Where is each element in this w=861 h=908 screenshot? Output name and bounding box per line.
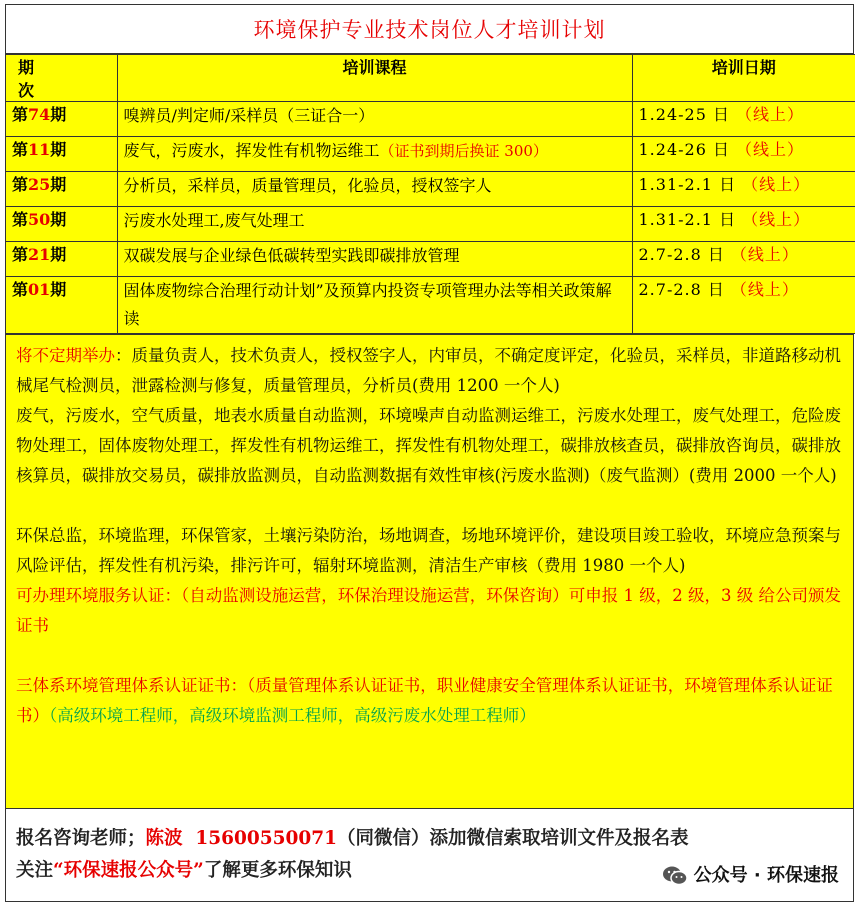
table-header-row xyxy=(6,55,855,102)
date-cell: 1.31-2.1 日 （线上） xyxy=(632,207,855,242)
course-cell: 分析员，采样员，质量管理员，化验员，授权签字人 xyxy=(117,172,632,207)
date-cell: 1.31-2.1 日 （线上） xyxy=(632,172,855,207)
mode-badge: （线上） xyxy=(730,280,799,299)
wechat-label: 公众号 · 环保速报 xyxy=(693,865,839,886)
wechat-icon xyxy=(662,865,688,887)
table-row xyxy=(6,137,855,172)
table-row xyxy=(6,207,855,242)
page-title: 环境保护专业技术岗位人才培训计划 xyxy=(6,5,853,54)
notes-paragraph-4: 可办理环境服务认证：（自动监测设施运营，环保治理设施运营，环保咨询）可申报 1 级，2 级，3 级 给公司颁发证书 xyxy=(16,586,841,635)
notes-paragraph-5: 三体系环境管理体系认证证书：（质量管理体系认证证书，职业健康安全管理体系认证证书，环境管理体系认证证书）（高级环境工程师，高级环境监测工程师，高级污废水处理工程师） xyxy=(16,676,833,725)
date-cell: 2.7-2.8 日 （线上） xyxy=(632,242,855,277)
period-cell: 第01期 xyxy=(6,277,117,334)
notes-paragraph-1: 将不定期举办：质量负责人，技术负责人，授权签字人，内审员，不确定度评定，化验员，采样员，非道路移动机械尾气检测员，泄露检测与修复，质量管理员，分析员(费用 1200 一个人) xyxy=(16,346,841,395)
mode-badge: （线上） xyxy=(730,245,799,264)
account-name[interactable]: “环保速报公众号” xyxy=(53,860,204,881)
contact-footer xyxy=(6,808,853,904)
period-cell: 第21期 xyxy=(6,242,117,277)
training-plan-sheet xyxy=(5,4,854,902)
header-date: 培训日期 xyxy=(632,55,855,102)
period-number: 11 xyxy=(28,140,51,159)
period-number: 21 xyxy=(28,245,51,264)
course-note: （证书到期后换证 300） xyxy=(379,142,548,160)
contact-line-1: 报名咨询老师；陈波 15600550071（同微信）添加微信索取培训文件及报名表 xyxy=(16,828,689,849)
period-number: 25 xyxy=(28,175,51,194)
table-row xyxy=(6,242,855,277)
table-row xyxy=(6,102,855,137)
period-number: 50 xyxy=(28,210,51,229)
course-cell: 嗅辨员/判定师/采样员（三证合一） xyxy=(117,102,632,137)
date-cell: 1.24-26 日 （线上） xyxy=(632,137,855,172)
wechat-watermark xyxy=(662,860,839,892)
date-cell: 2.7-2.8 日 （线上） xyxy=(632,277,855,334)
contact-phone[interactable]: 15600550071 xyxy=(195,828,338,849)
mode-badge: （线上） xyxy=(742,175,811,194)
table-row xyxy=(6,172,855,207)
mode-badge: （线上） xyxy=(735,105,804,124)
header-course: 培训课程 xyxy=(117,55,632,102)
mode-badge: （线上） xyxy=(735,140,804,159)
period-cell: 第50期 xyxy=(6,207,117,242)
contact-line-2: 关注“环保速报公众号”了解更多环保知识 xyxy=(16,860,352,881)
period-cell: 第74期 xyxy=(6,102,117,137)
mode-badge: （线上） xyxy=(742,210,811,229)
notes-paragraph-2: 废气，污废水，空气质量，地表水质量自动监测，环境噪声自动监测运维工，污废水处理工，废气处理工，危险废物处理工，固体废物处理工，挥发性有机物运维工，挥发性有机物处理工，碳排放核查员，碳排放咨询员，碳排放核算员，碳排放交易员，碳排放监测员，自动监测数据有效性审核(污废水监测)（废气监测）(费用 2000 一个人) xyxy=(16,406,841,485)
period-number: 74 xyxy=(28,105,51,124)
period-cell: 第11期 xyxy=(6,137,117,172)
notes-paragraph-3: 环保总监，环境监理，环保管家，土壤污染防治，场地调查，场地环境评价，建设项目竣工验收，环境应急预案与风险评估，挥发性有机污染，排污许可，辐射环境监测，清洁生产审核（费用 1980 一个人) xyxy=(16,526,841,575)
table-row xyxy=(6,277,855,334)
course-cell: 污废水处理工,废气处理工 xyxy=(117,207,632,242)
period-number: 01 xyxy=(28,280,51,299)
header-period: 期 次 xyxy=(6,55,117,102)
date-cell: 1.24-25 日 （线上） xyxy=(632,102,855,137)
notes-lead: 将不定期举办 xyxy=(16,346,115,365)
schedule-table xyxy=(6,54,855,334)
period-cell: 第25期 xyxy=(6,172,117,207)
course-cell: 废气，污废水，挥发性有机物运维工（证书到期后换证 300） xyxy=(117,137,632,172)
notes-section xyxy=(6,334,853,808)
course-cell: 双碳发展与企业绿色低碳转型实践即碳排放管理 xyxy=(117,242,632,277)
contact-name: 陈波 xyxy=(145,828,183,849)
course-cell: 固体废物综合治理行动计划”及预算内投资专项管理办法等相关政策解读 xyxy=(117,277,632,334)
